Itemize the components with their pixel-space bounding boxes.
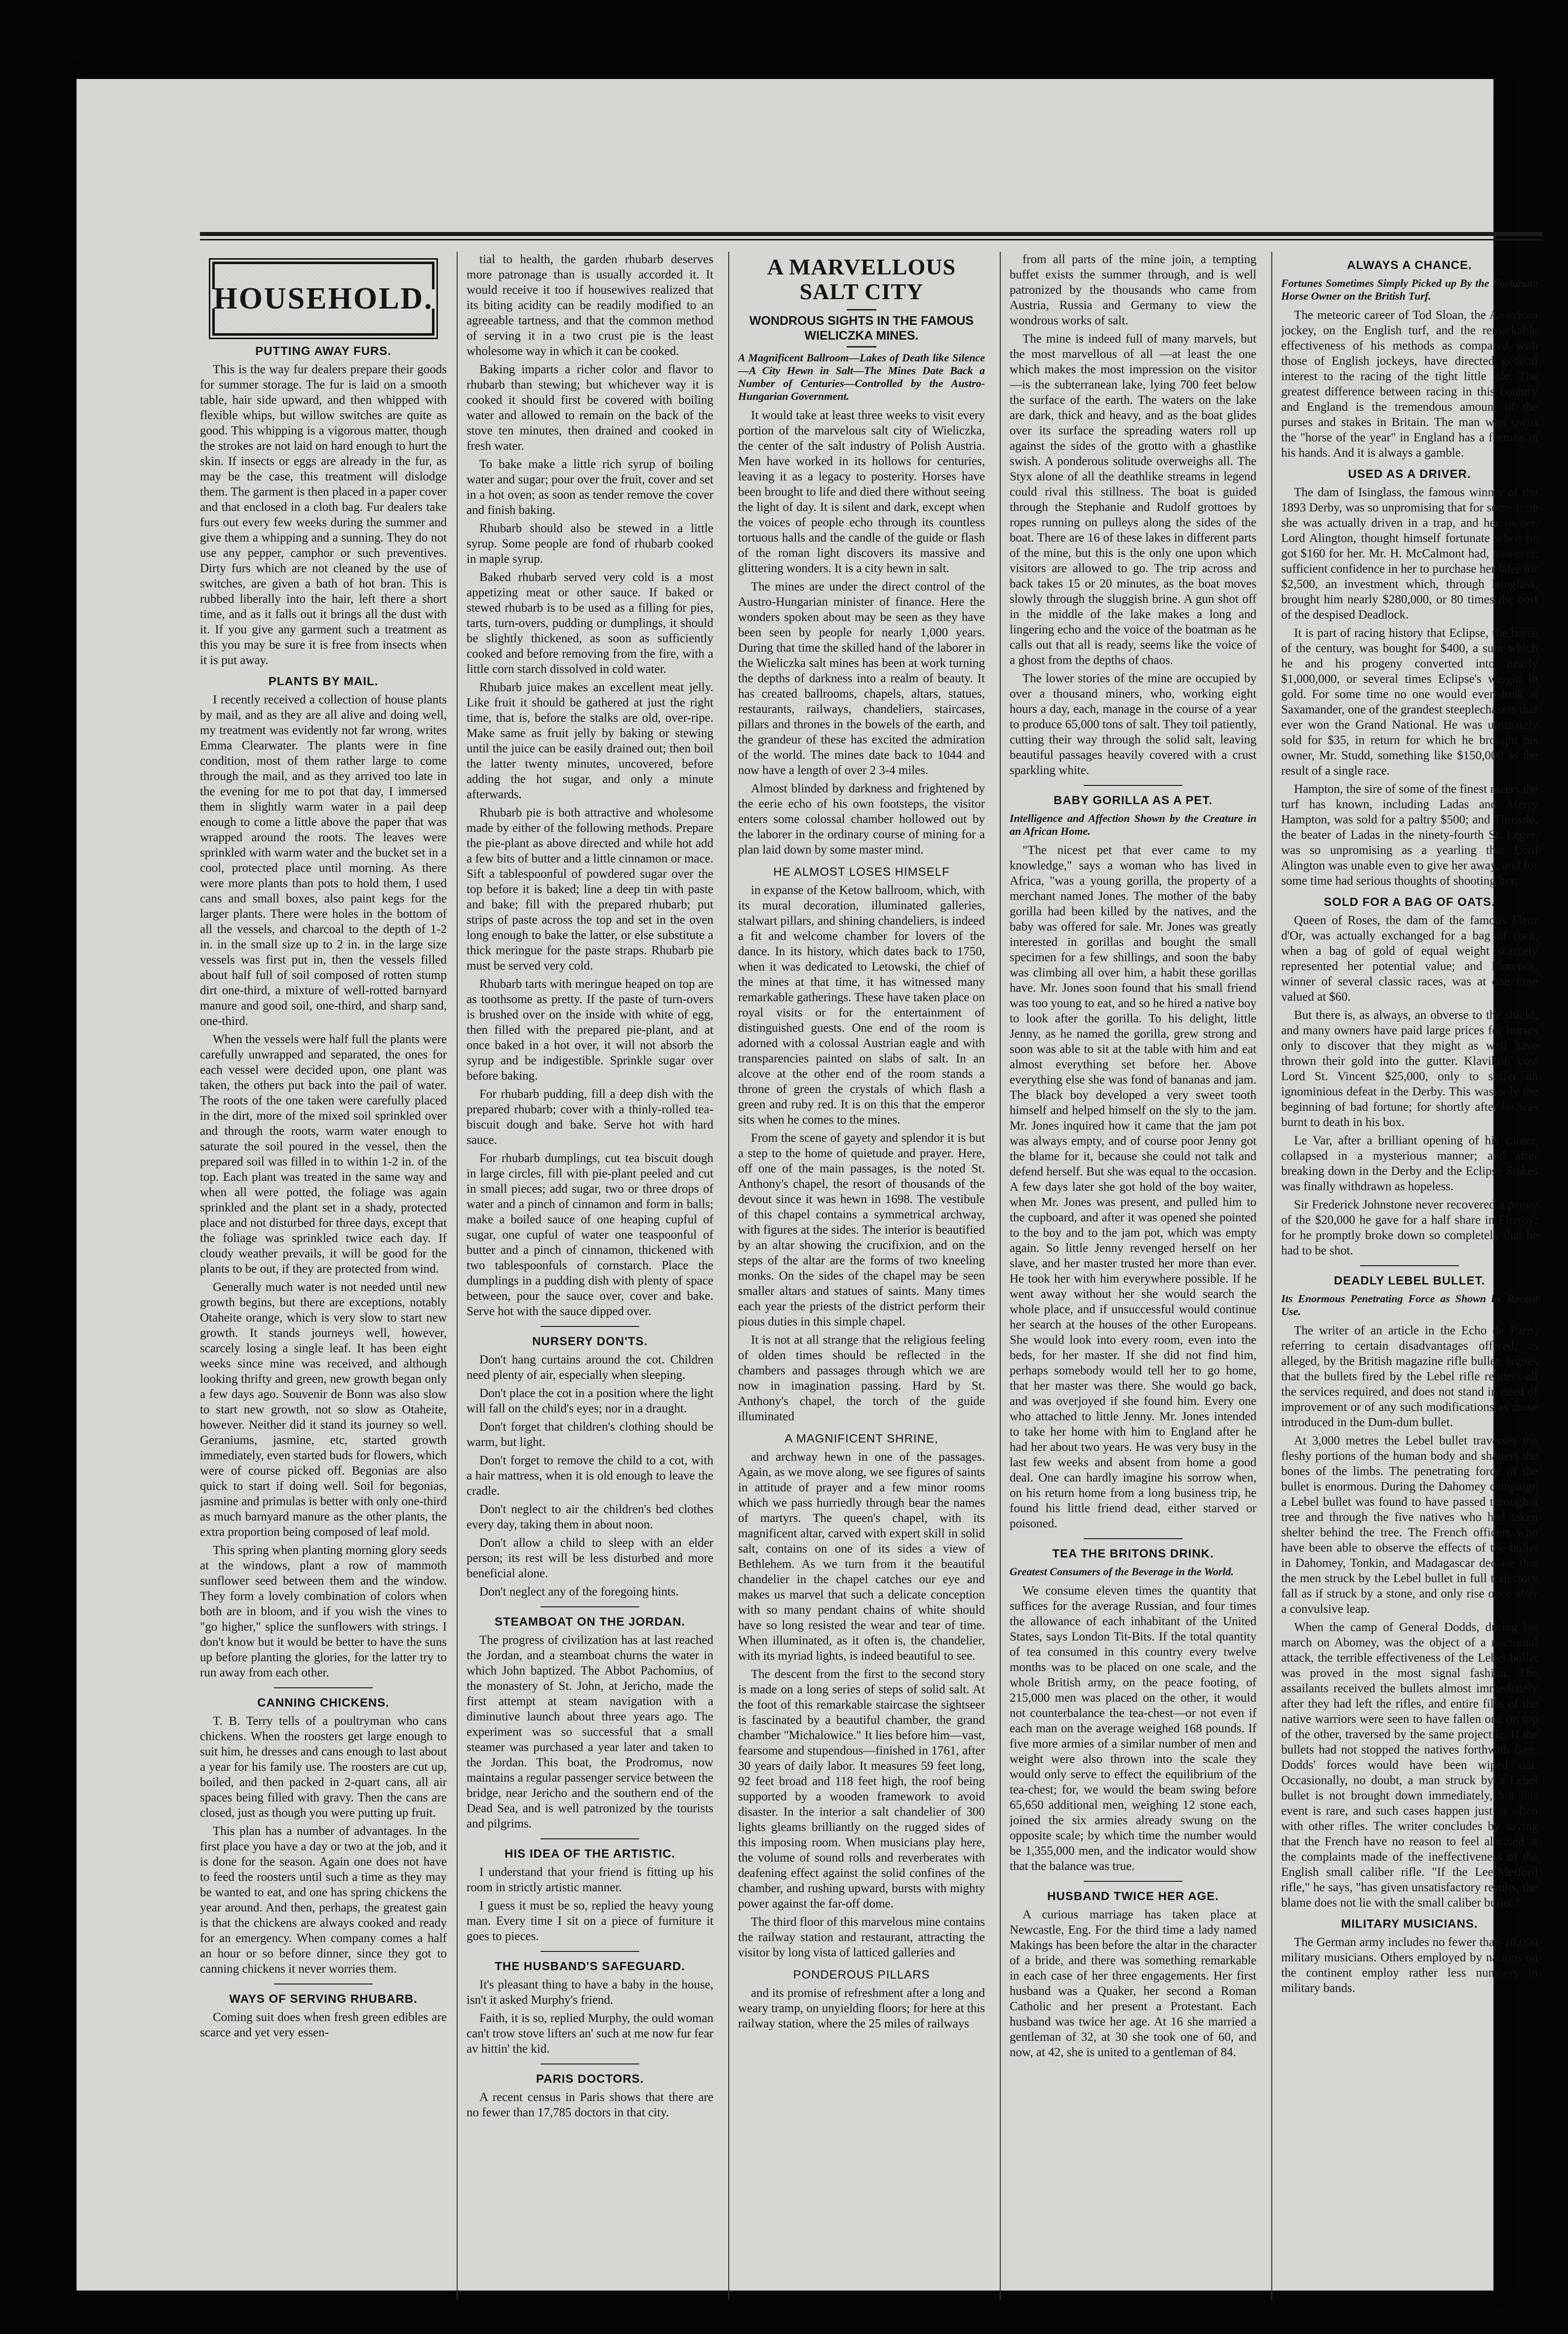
article-body-jordan: The progress of civilization has at last reached the Jordan, and a steamboat churns the water in which John baptized. The Abbot Pachomius, of the monastery of St. John, at Jericho, made the first attempt at steam navigation with a diminutive launch about three years ago. The experiment was so successful that a small steamer was purchased a year later and taken to the Jordan. This boat, the Prodromus, now maintains a regular passenger service between the bridge, near Jericho and the southern end of the Dead Sea, and is well patronized by the tourists and pilgrims. [467,1634,713,1830]
article-body-plants-2: When the vessels were half full the plants were carefully unwrapped and separated, the ones for each vessel were decided upon, one plant was taken, the others put back into the pail of water. The roots of the one taken were carefully placed in the dirt, more of the mixed soil sprinkled over and through the roots, warm water enough to saturate the soil poured in the vessel, then the prepared soil was filled in to within 1-2 in. of the top. Each plant was treated in the same way and when all were potted, the foliage was again sprinkled and the plant set in a shady, protected place and not disturbed for three days, except that the foliage was sprinkled twice each day. If cloudy weather prevails, it will be good for the plants to be out, if they are protected from wind. [200,1033,447,1276]
article-crosshead-2: A MAGNIFICENT SHRINE, [784,1432,939,1445]
article-body-oats-3: Le Var, after a brilliant opening of his career, collapsed in a mysterious manner; and after breaking down in the Derby and the Eclipse Stakes was finally withdrawn as hopeless. [1281,1134,1538,1193]
article-deck-chance: Fortunes Sometimes Simply Picked up By the Fortunate Horse Owner on the British Turf. [1281,277,1538,302]
article-body-rhubarb-cont-5: Baked rhubarb served very cold is a most appetizing meat or other sauce. If baked or stewed rhubarb is to be used as a filling for pies, tarts, turn-overs, pudding or dumplings, it should be slightly thickened, as soon as sufficiently cooked and before removing from the fire, with a little corn starch dissolved in cold water. [467,571,713,676]
article-body-nursery-7: Don't neglect any of the foregoing hints. [479,1585,679,1598]
column-rule [1000,252,1001,2300]
top-rule [200,232,1543,236]
article-title-furs: PUTTING AWAY FURS. [255,345,392,358]
divider [1084,1881,1182,1882]
article-body-chickens-2: This plan has a number of advantages. In the first place you have a day or two at the job, and it is done for the season. Again one does not have to feed the roosters until such a time as they may be wanted to eat, and one has spring chickens the year around. And then, perhaps, the greatest gain is that the chickens are always cooked and ready for an emergency. When company comes a half an hour or so before dinner, since they got to canning chickens it never worries them. [200,1825,447,1976]
article-body-plants-1: I recently received a collection of house plants by mail, and as they are all alive and doing well, my treatment was evidently not far wrong, writes Emma Clearwater. The plants were in fine condition, most of them rather large to come through the mail, and as they arrived too late in the evening for me to pot that day, I immersed them in slightly warm water in a pail deep enough to come a little above the paper that was wrapped around the roots. The leaves were sprinkled with warm water and the bucket set in a cool, protected place until morning. As there were more plants than pots to hold them, I used cans and small boxes, also paint kegs for the larger plants. There were holes in the bottom of all the vessels, and charcoal to the depth of 1-2 in. in the small size up to 2 in. in the large size vessels was first put in, then the vessels filled about half full of soil composed of rotten stump dirt one-third, a mixture of well-rotted barnyard manure and good soil, one-third, and sharp sand, one-third. [200,693,447,1028]
article-crosshead-3: PONDEROUS PILLARS [793,1968,930,1982]
article-body-salt-city-1: It would take at least three weeks to visit every portion of the marvelous salt city of Wieliczka, the center of the salt industry of Polish Austria. Men have worked in its hollows for centuries, leaving it as a legacy to posterity. Horses have been brought to life and died there without seeing the light of day. It is silent and dark, except when the voices of people echo through its countless tortuous halls and the candle of the guide or flash of the roman light discovers its massive and glittering wonders. It is a city hewn in salt. [738,409,985,575]
article-title-musicians: MILITARY MUSICIANS. [1341,1917,1478,1931]
column-rule [728,252,729,2300]
article-deck-lebel: Its Enormous Penetrating Force as Shown by Recent Use. [1281,1292,1538,1318]
article-body-safeguard-2: Faith, it is so, replied Murphy, the ould woman can't trow stove lifters an' such at me now fur fear av hittin' the kid. [467,2012,713,2056]
article-body-artistic-1: I understand that your friend is fitting up his room in strictly artistic manner. [467,1866,713,1894]
divider [1360,1265,1459,1266]
article-body-driver-3: Hampton, the sire of some of the finest racers the turf has known, including Ladas and Merry Hampton, was sold for a paltry $500; and Throstle, the beater of Ladas in the ninety-fourth St. Leger, was so unpromising as a yearling that Lord Alington was unable even to give her away, and for some time had serious thoughts of shooting her. [1281,782,1538,888]
article-title-paris: PARIS DOCTORS. [536,2072,644,2086]
article-body-salt-city-cont-3: The lower stories of the mine are occupied by over a thousand miners, who, working eight hours a day, each, manage in the course of a year to produce 65,000 tons of salt. They toil patiently, cutting their way through the solid salt, leaving beautiful passages heavily covered with a crust sparkling white. [1010,672,1256,777]
article-deck-gorilla: Intelligence and Affection Shown by the Creature in an African Home. [1010,812,1256,837]
column-4 [1010,252,1256,2300]
article-body-driver-1: The dam of Isinglass, the famous winner of the 1893 Derby, was so unpromising that for some time she was actually driven in a trap, and her owner, Lord Alington, thought himself fortunate when he got $160 for her. Mr. H. McCalmont had, however, sufficient confidence in her to purchase her later for $2,500, an investment which, through Isinglass, brought him nearly $280,000, or 80 times the cost of the despised Deadlock. [1281,486,1538,622]
article-body-rhubarb: Coming suit does when fresh green edibles are scarce and yet very essen- [200,2011,447,2039]
divider [274,1687,373,1688]
article-body-salt-city-8: The descent from the first to the second story is made on a long series of steps of solid salt. At the foot of this remarkable staircase the sightseer is fascinated by a beautiful chamber, the grand chamber "Michalowice." It lies before him—vast, fearsome and stupendous—finished in 1761, after 30 years of daily labor. It measures 59 feet long, 92 feet broad and 118 feet high, the roof being supported by a wooden framework to avoid disaster. In the interior a salt chandelier of 300 lights gleams brilliantly on the rugged sides of this imposing room. When musicians play here, the volume of sound rolls and reverberates with deafening effect against the solid confines of the chamber, and rushing upward, bursts with mighty power against the far-off dome. [738,1668,985,1910]
article-title-chickens: CANNING CHICKENS. [257,1696,390,1710]
article-title-husband: HUSBAND TWICE HER AGE. [1047,1890,1219,1903]
article-body-paris: A recent census in Paris shows that there are no fewer than 17,785 doctors in that city. [467,2091,713,2119]
column-5 [1281,252,1538,2300]
article-title-gorilla: BABY GORILLA AS A PET. [1053,794,1213,807]
article-deck-salt-city: A Magnificent Ballroom—Lakes of Death like Silence—A City Hewn in Salt—The Mines Date Back a Number of Centuries—Controlled by the Austro-Hungarian Government. [738,351,985,402]
article-body-oats-2: But there is, as always, an obverse to the shield; and many owners have paid large prices for horses only to discover that they might as well have thrown their gold into the gutter. Klavikoff cost Lord St. Vincent $25,000, only to suffer an ignominious defeat in the Derby. This was only the beginning of bad fortune; for shortly after he was burnt to death in his box. [1281,1009,1538,1129]
article-title-jordan: STEAMBOAT ON THE JORDAN. [494,1615,686,1629]
divider [541,1838,639,1839]
article-title-rhubarb: WAYS OF SERVING RHUBARB. [229,1992,418,2006]
article-body-salt-city-10: and its promise of refreshment after a long and weary tramp, on unyielding floors; for here at this railway station, where the 25 miles of railways [738,1986,985,2030]
article-body-chickens-1: T. B. Terry tells of a poultryman who cans chickens. When the roosters get large enough to suit him, he dresses and cans enough to last about a year for his family use. The roosters are cut up, boiled, and then packed in 2-quart cans, all air spaces being filled with gravy. Then the cans are closed, just as though you were putting up fruit. [200,1714,447,1820]
article-body-husband: A curious marriage has taken place at Newcastle, Eng. For the third time a lady named Makings has been before the altar in the character of a bride, and there was something remarkable in each case of her three engagements. Her first husband was a Quaker, her second a Roman Catholic and her present a Protestant. Each husband was twice her age. At 16 she married a gentleman of 32, at 30 she took one of 60, and now, at 42, she is united to a gentleman of 84. [1010,1908,1256,2059]
article-body-nursery-1: Don't hang curtains around the cot. Children need plenty of air, especially when sleeping. [467,1353,713,1382]
article-body-nursery-5: Don't neglect to air the children's bed clothes every day, taking them in about noon. [467,1503,713,1531]
article-body-lebel-2: At 3,000 metres the Lebel bullet traverses the fleshy portions of the human body and shatters the bones of the limbs. The penetrating force of the bullet is enormous. During the Dahomey campaign a Lebel bullet was found to have passed through a tree and through the five natives who had taken shelter behind the tree. The French officers who have been able to observe the effects of the bullet in Dahomey, Tonkin, and Madagascar declare that the men struck by the Lebel bullet in full trajectory fall as if struck by a stone, and only rise once after a convulsive leap. [1281,1434,1538,1616]
article-body-lebel-3: When the camp of General Dodds, during his march on Abomey, was the object of a nocturnal attack, the terrible effectiveness of the Lebel bullet was proved in the most signal fashion. The assailants received the bullets almost immediately after they had left the rifles, and entire files of the native warriors were seen to have fallen one on top of the other, traversed by the same projectile. If the bullets had not stopped the natives forthwith Gen. Dodds' forces would have been wiped out. Occasionally, no doubt, a man struck by a Lebel bullet is not brought down immediately, but this event is rare, and such cases happen just as often with other rifles. The writer concludes by saying that the French have no reason to feel alarmed at the complaints made of the ineffectiveness of the English small caliber rifle. "If the Lee-Metford rifle," he says, "has given unsatisfactory results, the blame does not lie with the small caliber bullet." [1281,1621,1538,1909]
column-3 [738,252,985,2300]
article-title-chance: ALWAYS A CHANCE. [1347,259,1472,272]
dash-rule [847,309,876,311]
column-rule [1271,252,1272,2300]
article-body-oats-1: Queen of Roses, the dam of the famous Fleur d'Or, was actually exchanged for a bag of corn, when a bag of gold of equal weight scarcely represented her potential value; and Florence, winner of several classic races, was at one time valued at $60. [1281,914,1538,1004]
column-rule [457,252,458,2300]
article-body-lebel-1: The writer of an article in the Echo de Paris, referring to certain disadvantages offered, as alleged, by the British magazine rifle bullet, argues that the bullets fired by the Lebel rifle renders all the services required, and does not stand in need of improvement or of any such modifications as those introduced in the Dum-dum bullet. [1281,1324,1538,1429]
article-body-tea: We consume eleven times the quantity that suffices for the average Russian, and four times the allowance of each inhabitant of the United States, says London Tit-Bits. If the total quantity of tea consumed in this country every twelve months was to be placed on one scale, and the whole British army, on the peace footing, of 215,000 men was placed on the other, it would not counterbalance the tea-chest—or not even if each man on the average weighed 168 pounds. If five more armies of a similar number of men and weight were also thrown into the scale they would only serve to effect the equilibrium of the tea-chest; for, we would the beam swing before 65,650 additional men, weighing 12 stone each, joined the six armies already swung on the opposite scale; by which time the number would be 1,355,000 men, and the indicator would show that the balance was true. [1010,1584,1256,1873]
article-headline-salt-city: A MARVELLOUS SALT CITY [767,254,956,304]
divider [541,1326,639,1327]
page-frame [77,79,1538,2291]
article-body-oats-4: Sir Frederick Johnstone never recovered a penny of the $20,000 he gave for a half share in Fitzroy; for he promptly broke down so completely that he had to be shot. [1281,1198,1538,1257]
column-1 [200,252,447,2300]
article-body-musicians: The German army includes no fewer than 10,000 military musicians. Others employed by nations on the continent employ rather less numbers in military bands. [1281,1936,1538,1995]
article-body-rhubarb-cont-6: Rhubarb juice makes an excellent meat jelly. Like fruit it should be gathered at just the right time, that is, before the stalks are old, over-ripe. Make same as fruit jelly by baking or stewing until the juice can be easily drained out; then boil the latter twenty minutes, uncovered, before adding the hot sugar, and only a minute afterwards. [467,681,713,801]
article-body-nursery-2: Don't place the cot in a position where the light will fall on the child's eyes; nor in a draught. [467,1387,713,1415]
article-title-tea: TEA THE BRITONS DRINK. [1052,1547,1214,1560]
divider [541,2063,639,2064]
article-body-driver-2: It is part of racing history that Eclipse, the horse of the century, was bought for $400, a sum which he and his progeny converted into nearly $1,000,000, or several times Eclipse's weight in gold. For some time no one would even look at Saxamander, one of the grandest steeplechasers that ever won the Grand National. He was ultimately sold for $35, in return for which he brought his owner, Mr. Studd, something like $150,000 as the result of a single race. [1281,626,1538,778]
article-body-rhubarb-cont-9: For rhubarb pudding, fill a deep dish with the prepared rhubarb; cover with a thinly-rolled tea-biscuit dough and bake. Serve hot with hard sauce. [467,1088,713,1147]
column-2 [467,252,713,2300]
article-body-salt-city-2: The mines are under the direct control of the Austro-Hungarian minister of finance. Here the wonders spoken about may be seen as they have been seen by people for nearly 1,000 years. During that time the skilled hand of the laborer in the Wieliczka salt mines has been at work turning the depths of darkness into a realm of beauty. It has created ballrooms, chapels, altars, statues, restaurants, railways, chandeliers, staircases, pillars and thrones in the bowels of the earth, and the grandeur of these has excited the admiration of the world. The mines date back to 1044 and now have a length of over 2 3-4 miles. [738,580,985,777]
newspaper-page [200,232,1543,2315]
household-title: HOUSEHOLD. [208,289,438,309]
divider [541,1606,639,1607]
article-body-rhubarb-cont-7: Rhubarb pie is both attractive and wholesome made by either of the following methods. Prepare the pie-plant as above directed and while hot add a few bits of butter and a little cinnamon or mace. Sift a tablespoonful of powdered sugar over the top before it is baked; line a deep tin with paste and bake; fill with the prepared rhubarb; put strips of paste across the top and set in the oven long enough to bake the latter, or else substitute a thick meringue for the paste straps. Rhubarb pie must be served very cold. [467,806,713,972]
article-title-oats: SOLD FOR A BAG OF OATS. [1324,895,1495,909]
article-body-salt-city-cont-1: from all parts of the mine join, a tempting buffet exists the summer through, and is well patronized by the thousands who came from Austria, Russia and Germany to view the wondrous works of salt. [1010,253,1256,327]
top-rule-thin [200,239,1543,240]
article-title-lebel: DEADLY LEBEL BULLET. [1333,1274,1486,1287]
article-body-nursery-3: Don't forget that children's clothing should be warm, but light. [467,1420,713,1449]
article-deck-tea: Greatest Consumers of the Beverage in the World. [1010,1565,1234,1578]
article-body-nursery-6: Don't allow a child to sleep with an elder person; its rest will be less disturbed and more beneficial alone. [467,1536,713,1580]
article-body-salt-city-4: in expanse of the Ketow ballroom, which, with its mural decoration, illuminated galleries, stalwart pillars, and shining chandeliers, is indeed a fit and welcome chamber for lovers of the dance. In its history, which dates back to 1750, when it was dedicated to Letowski, the chief of the mines at that time, it has witnessed many remarkable gatherings. These have taken place on royal visits or for the entertainment of distinguished guests. One end of the room is adorned with a colossal Austrian eagle and with transparencies painted on slabs of salt. In an alcove at the other end of the room stands a throne of green the crystals of which flash a green and ruby red. It is on this that the emperor sits when he comes to the mines. [738,884,985,1127]
article-body-rhubarb-cont-1: tial to health, the garden rhubarb deserves more patronage than is usually accorded it. It would receive it too if housewives realized that its biting acidity can be readily modified to an agreeable tartness, and that the common method of serving it in a two crust pie is the least wholesome way in which it can be cooked. [467,253,713,358]
article-body-salt-city-6: It is not at all strange that the religious feeling of olden times should be reflected in the chambers and passages through which we are now in imagination passing. Hard by St. Anthony's chapel, the torch of the guide illuminated [738,1333,985,1423]
divider [1084,1538,1182,1539]
divider [541,1951,639,1952]
dash-rule [847,346,876,348]
article-body-plants-3: Generally much water is not needed until new growth begins, but there are exceptions, notably Otaheite orange, which is very slow to start new growth. It stands journeys well, however, scarcely losing a single leaf. It has been eight weeks since mine was received, and although looking thrifty and green, new growth began only a few days ago. Souvenir de Bonn was also slow to start new growth, not so slow as Otaheite, however. Neither did it stand its journey so well. Geraniums, jasmine, etc, started growth immediately, even started buds for flowers, which were of course picked off. Begonias are also quick to start if doing well. Soil for begonias, jasmine and primulas is better with only one-third as much barnyard manure as the other plants, the extra proportion being composed of leaf mold. [200,1281,447,1539]
article-subhead-salt-city: WONDROUS SIGHTS IN THE FAMOUS WIELICZKA MINES. [749,314,974,343]
article-body-rhubarb-cont-3: To bake make a little rich syrup of boiling water and sugar; pour over the fruit, cover and set in a hot oven; as soon as tender remove the cover and finish baking. [467,458,713,517]
article-title-plants: PLANTS BY MAIL. [268,675,379,688]
article-body-salt-city-7: and archway hewn in one of the passages. Again, as we move along, we see figures of saints in attitude of prayer and a few minor rooms which we pass hurriedly through bear the names of martyrs. The queen's chapel, with its magnificent altar, carved with expert skill in solid salt, contains on one of its sides a view of Bethlehem. As we turn from it the beautiful chandelier in the chapel catches our eye and makes us marvel that such a delicate conception with so many pendant chains of white should have so long resisted the wear and tear of time. When illuminated, as it often is, the chandelier, with its myriad lights, is indeed beautiful to see. [738,1450,985,1663]
article-body-gorilla: "The nicest pet that ever came to my knowledge," says a woman who has lived in Africa, "was a young gorilla, the property of a merchant named Jones. The mother of the baby gorilla had been killed by the natives, and the baby was offered for sale. Mr. Jones was greatly interested in gorillas and bought the small specimen for a few shillings, and soon the baby was climbing all over him, a habit these gorillas have. Mr. Jones soon found that his small friend was too young to eat, and so he hired a native boy to look after the gorilla. To his delight, little Jenny, as he named the gorilla, grew strong and soon was able to sit at the table with him and eat almost everything set before her. Above everything else she was fond of bananas and jam. The black boy developed a very sweet tooth himself and helped himself on the sly to the jam. Mr. Jones inquired how it came that the jam pot was always empty, and of course poor Jenny got the blame for it, because she could not talk and defend herself. But she was equal to the occasion. A few days later she got hold of the boy waiter, when Mr. Jones was present, and pulled him to the cupboard, and after it was opened she pointed to the boy and to the jam pot, which was empty again. So little Jenny revenged herself on her slave, and her master trusted her more than ever. He took her with him everywhere possible. If he went away without her she would search the whole place, and if unsuccessful would continue her search at the houses of the other Europeans. She would look into every room, even into the beds, for her master. If she did not find him, perhaps somebody would tell her to go home, that her master was there. She would go back, and was overjoyed if she found him. Every one who attached to little Jenny. Mr. Jones intended to take her home with him to England after he had her about two years. He was very busy in the last few weeks and absent from home a good deal. One can hardly imagine his sorrow when, on his return home from a long business trip, he found his little friend dead, either starved or poisoned. [1010,844,1256,1530]
article-body-salt-city-9: The third floor of this marvelous mine contains the railway station and restaurant, attracting the visitor by long vista of latticed galleries and [738,1915,985,1959]
article-body-furs: This is the way fur dealers prepare their goods for summer storage. The fur is laid on a smooth table, hair side upward, and then whipped with flexible whips, but willow switches are quite as good. This whipping is a vigorous matter, though the strokes are not laid on hard enough to hurt the skin. If insects or eggs are already in the fur, as may be the case, this treatment will dislodge them. The garment is then placed in a paper cover and that enclosed in a cloth bag. Fur dealers take furs out every few weeks during the summer and give them a whipping and a sunning. They do not use any pepper, camphor or such preventives. Dirty furs which are not cleaned by the use of switches, are given a bath of hot bran. This is rubbed liberally into the hair, left there a short time, and as it falls out it brings all the dust with it. If you give any garment such a treatment as this you may be sure it is free from insects when it is put away. [200,363,447,667]
article-crosshead-1: HE ALMOST LOSES HIMSELF [773,865,950,879]
article-body-salt-city-5: From the scene of gayety and splendor it is but a step to the home of quietude and prayer. Here, off one of the main passages, is the noted St. Anthony's chapel, the resort of thousands of the devout since it was hewn in 1698. The vestibule of this chapel contains a symmetrical archway, with figures at the sides. The interior is beautified by an altar showing the crucifixion, and on the steps of the altar are the forms of two kneeling monks. On the sides of the chapel may be seen smaller altars and statues of saints. Many times each year the priests of the district perform their pious duties in this simple chapel. [738,1131,985,1328]
article-body-salt-city-3: Almost blinded by darkness and frightened by the eerie echo of his own footsteps, the visitor enters some colossal chamber hollowed out by the laborer in the ordinary course of mining for a plan laid down by some master mind. [738,782,985,856]
article-body-artistic-2: I guess it must be so, replied the heavy young man. Every time I sit on a piece of furniture it goes to pieces. [467,1899,713,1943]
article-body-plants-4: This spring when planting morning glory seeds at the windows, plant a row of mammoth sunflower seed between them and the window. They form a lovely combination of colors when both are in bloom, and if you wish the vines to "go higher," splice the sunflowers with strings. I don't know but it would be better to have the suns up before planting the glories, for the latter try to run away from each other. [200,1544,447,1679]
article-body-chance: The meteoric career of Tod Sloan, the American jockey, on the English turf, and the remarkable effectiveness of his methods as compared with those of English jockeys, have directed general interest to the racing of the tight little isle. The greatest difference between racing in this country and England is the tremendous amount of the purses and stakes in Britain. The man who owns the "horse of the year" in England has a fortune in his hands. And it is always a gamble. [1281,309,1538,460]
article-title-artistic: HIS IDEA OF THE ARTISTIC. [505,1847,675,1861]
article-body-safeguard-1: It's pleasant thing to have a baby in the house, isn't it asked Murphy's friend. [467,1978,713,2007]
article-body-rhubarb-cont-4: Rhubarb should also be stewed in a little syrup. Some people are fond of rhubarb cooked in maple syrup. [467,522,713,566]
article-body-rhubarb-cont-10: For rhubarb dumplings, cut tea biscuit dough in large circles, fill with pie-plant peeled and cut in small pieces; add sugar, two or three drops of water and a pinch of cinnamon and form in balls; make a boiled sauce of one heaping cupful of sugar, one cupful of water one teaspoonful of butter and a pinch of cinnamon, thickened with two tablespoonfuls of cornstarch. Place the dumplings in a pudding dish with plenty of space between, pour the sauce over, cover and bake. Serve hot with the sauce dipped over. [467,1152,713,1318]
article-body-rhubarb-cont-8: Rhubarb tarts with meringue heaped on top are as toothsome as pretty. If the paste of turn-overs is brushed over on the inside with white of egg, then filled with the prepared pie-plant, and at once baked in a hot over, it will not absorb the syrup and be indigestible. Sprinkle sugar over before baking. [467,977,713,1083]
household-banner [212,262,434,336]
article-title-driver: USED AS A DRIVER. [1348,467,1471,481]
article-body-nursery-4: Don't forget to remove the child to a cot, with a hair mattress, when it is old enough to leave the cradle. [467,1454,713,1498]
article-title-nursery: NURSERY DON'TS. [532,1335,648,1348]
article-title-safeguard: THE HUSBAND'S SAFEGUARD. [495,1960,685,1973]
article-body-salt-city-cont-2: The mine is indeed full of many marvels, but the most marvellous of all —at least the one which makes the most impression on the visitor—is the subterranean lake, lying 700 feet below the surface of the earth. The waters on the lake are dark, thick and heavy, and as the boat glides over its surface the spreading waters roll up against the sides of the grotto with a ghastlike swish. A ponderous solitude overweighs all. The Styx alone of all the deathlike streams in legend could rival this stillness. The boat is guided through the Stephanie and Rudolf grottoes by ropes running on pulleys along the sides of the boat. There are 16 of these lakes in different parts of the mine, but this is the only one upon which visitors are allowed to go. The trip across and back takes 15 or 20 minutes, as the boat moves slowly through the sluggish brine. A gun shot off in the middle of the lake makes a long and lingering echo and the voice of the boatman as he calls out that all is ready, seems like the voice of a ghost from the depths of chaos. [1010,332,1256,667]
article-body-rhubarb-cont-2: Baking imparts a richer color and flavor to rhubarb than stewing; but whichever way it is cooked it should first be covered with boiling water and allowed to remain on the back of the stove ten minutes, then drained and cooked in fresh water. [467,363,713,453]
divider [1084,785,1182,786]
